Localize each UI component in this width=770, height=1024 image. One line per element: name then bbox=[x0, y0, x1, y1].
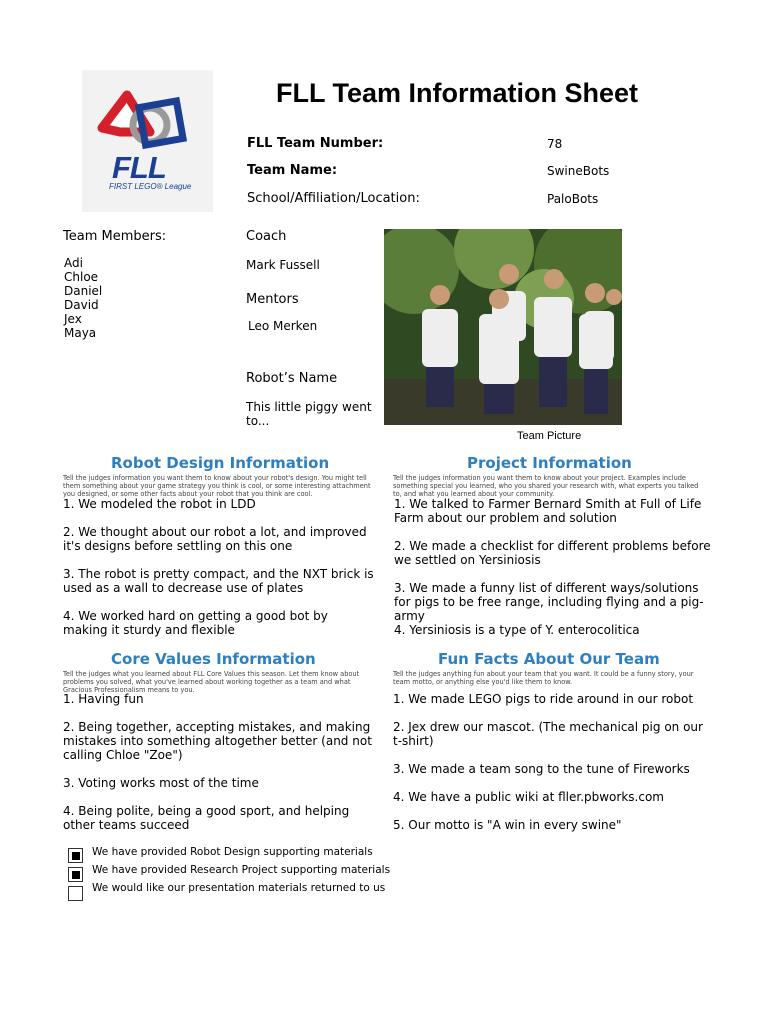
page-title: FLL Team Information Sheet bbox=[276, 78, 639, 108]
member-name: Jex bbox=[64, 312, 82, 326]
coach-label: Coach bbox=[246, 229, 287, 244]
fll-logo-text: FLL bbox=[112, 150, 166, 185]
fun-facts-item: 3. We made a team song to the tune of Fireworks bbox=[393, 762, 690, 776]
coach-name: Mark Fussell bbox=[246, 258, 320, 272]
return-materials-checkbox[interactable] bbox=[68, 886, 83, 901]
project-item: 4. Yersiniosis is a type of Y. enterocolitica bbox=[394, 623, 640, 637]
robot-materials-label: We have provided Robot Design supporting materials bbox=[92, 846, 373, 858]
team-members-list bbox=[64, 256, 102, 340]
project-instructions: Tell the judges information you want them to know about your project. Examples include something special you learned, who you shared your research with, what experts you talked to, and what you learned about your community. bbox=[393, 474, 699, 499]
school-label: School/Affiliation/Location: bbox=[247, 191, 420, 206]
robot-design-instructions: Tell the judges information you want them to know about your robot's design. You might tell them something about your game strategy you think is cool, or some interesting attachment you designed, or some other facts about your robot that you think are cool. bbox=[63, 474, 371, 499]
school-value: PaloBots bbox=[547, 192, 599, 206]
fun-facts-heading: Fun Facts About Our Team bbox=[438, 650, 660, 668]
member-name: Maya bbox=[64, 326, 97, 340]
fll-logo-tagline: FIRST LEGO® League bbox=[109, 182, 192, 191]
member-name: Chloe bbox=[64, 270, 99, 284]
core-values-heading: Core Values Information bbox=[111, 650, 316, 668]
checkbox-mark bbox=[72, 852, 80, 860]
project-heading: Project Information bbox=[467, 454, 632, 472]
robot-name-label: Robot’s Name bbox=[246, 371, 338, 386]
robot-name-value: This little piggy went to... bbox=[246, 400, 372, 428]
robot-materials-checkbox[interactable] bbox=[68, 848, 83, 863]
team-number-label: FLL Team Number: bbox=[247, 136, 384, 151]
core-values-item: 3. Voting works most of the time bbox=[63, 776, 259, 790]
return-materials-label: We would like our presentation materials returned to us bbox=[92, 882, 386, 894]
mentor-name: Leo Merken bbox=[248, 319, 318, 333]
member-name: Adi bbox=[64, 256, 83, 270]
team-members-label: Team Members: bbox=[63, 229, 167, 244]
fun-facts-item: 1. We made LEGO pigs to ride around in our robot bbox=[393, 692, 694, 706]
team-name-value: SwineBots bbox=[547, 164, 610, 178]
project-item: 2. We made a checklist for different problems before we settled on Yersiniosis bbox=[394, 539, 711, 567]
robot-design-item: 3. The robot is pretty compact, and the NXT brick is used as a wall to decrease use of plates bbox=[63, 567, 374, 595]
team-photo-caption: Team Picture bbox=[517, 430, 582, 442]
checkbox-mark bbox=[72, 871, 80, 879]
robot-design-item: 4. We worked hard on getting a good bot by making it sturdy and flexible bbox=[63, 609, 328, 637]
core-values-instructions: Tell the judges what you learned about FLL Core Values this season. Let them know about problems you solved, what you've learned about working together as a team and what Gracious Professionalism means to you. bbox=[63, 670, 360, 695]
research-materials-label: We have provided Research Project supporting materials bbox=[92, 864, 391, 876]
fun-facts-item: 2. Jex drew our mascot. (The mechanical pig on our t-shirt) bbox=[393, 720, 703, 748]
robot-design-item: 2. We thought about our robot a lot, and improved it's designs before settling on this one bbox=[63, 525, 367, 553]
mentors-label: Mentors bbox=[246, 292, 299, 307]
core-values-item: 2. Being together, accepting mistakes, and making mistakes into something altogether better (and not calling Chloe "Zoe") bbox=[63, 720, 372, 762]
fun-facts-item: 5. Our motto is "A win in every swine" bbox=[393, 818, 622, 832]
team-photo bbox=[384, 229, 622, 425]
fun-facts-item: 4. We have a public wiki at fller.pbworks.com bbox=[393, 790, 664, 804]
fun-facts-instructions: Tell the judges anything fun about your team that you want. It could be a funny story, your team motto, or anything else you'd like them to know. bbox=[393, 670, 694, 687]
core-values-item: 4. Being polite, being a good sport, and helping other teams succeed bbox=[63, 804, 350, 832]
team-number-value: 78 bbox=[547, 137, 563, 151]
robot-design-heading: Robot Design Information bbox=[111, 454, 330, 472]
fll-logo bbox=[82, 70, 213, 212]
research-materials-checkbox[interactable] bbox=[68, 867, 83, 882]
project-item: 3. We made a funny list of different ways/solutions for pigs to be free range, including flying and a pig-army bbox=[394, 581, 704, 623]
project-item: 1. We talked to Farmer Bernard Smith at Full of Life Farm about our problem and solution bbox=[394, 497, 702, 525]
member-name: David bbox=[64, 298, 99, 312]
team-name-label: Team Name: bbox=[247, 163, 338, 178]
member-name: Daniel bbox=[64, 284, 103, 298]
robot-design-item: 1. We modeled the robot in LDD bbox=[63, 497, 256, 511]
core-values-item: 1. Having fun bbox=[63, 692, 144, 706]
